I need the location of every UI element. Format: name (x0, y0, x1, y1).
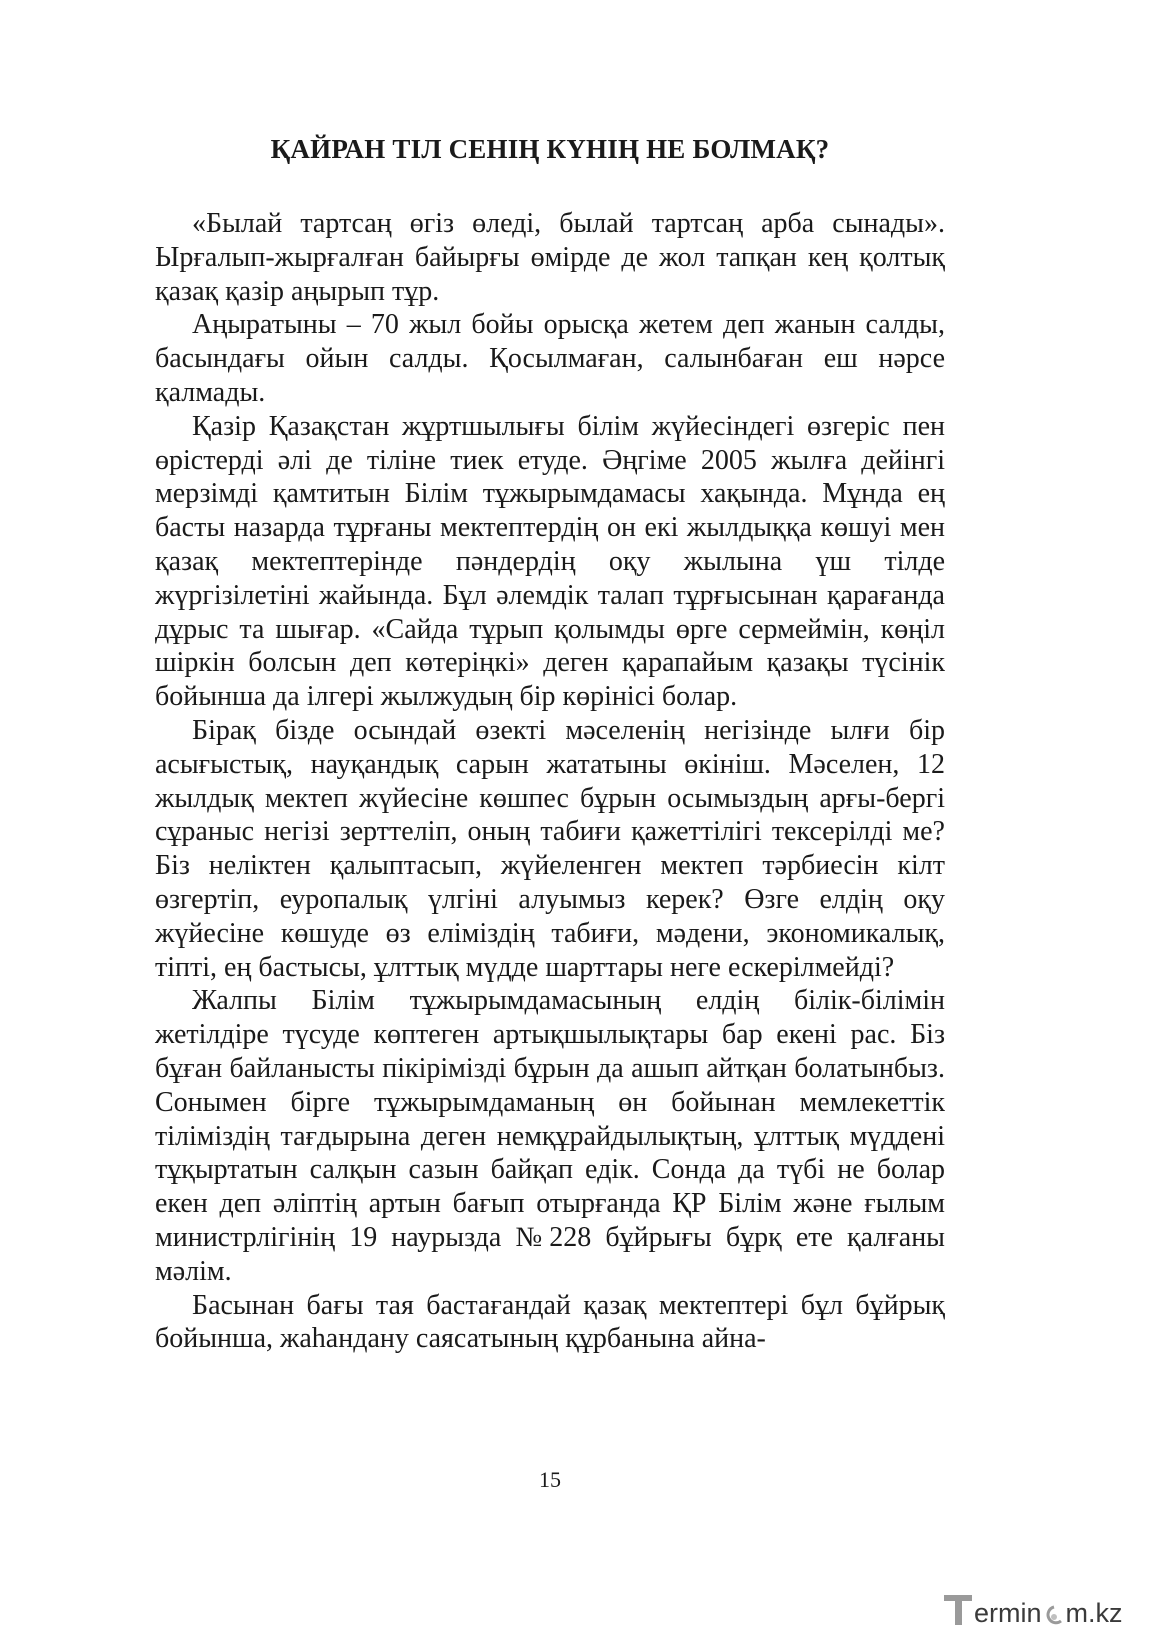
paragraph: «Былай тартсаң өгіз өледі, былай тартсаң арба сынады». Ырғалып-жырғалған байырғы өмірде де жол тапқан кең қолтық қазақ қазір аңырып тұр. (155, 208, 945, 307)
paragraph: Басынан бағы тая бастағандай қазақ мектептері бұл бұйрық бойынша, жаһандану саясатының құрбанына айна- (155, 1289, 945, 1355)
paragraph: Аңыратыны – 70 жыл бойы орысқа жетем деп жанын салды, басындағы ойын салды. Қосылмаған, салынбаған еш нәрсе қалмады. (155, 309, 945, 408)
terminco-o-icon (1042, 1599, 1066, 1629)
site-watermark (942, 1587, 1123, 1629)
article-body (155, 207, 945, 1356)
watermark-text-end: m.kz (1065, 1598, 1123, 1628)
page-title: ҚАЙРАН ТІЛ СЕНІҢ КҮНІҢ НЕ БОЛМАҚ? (270, 134, 830, 164)
watermark-text-start: ermin (974, 1598, 1042, 1628)
terminco-logo-icon (942, 1591, 974, 1629)
paragraph: Жалпы Білім тұжырымдамасының елдің білік-білімін жетілдіре түсуде көптеген артықшылықтары бар екені рас. Біз бұған байланысты пікірімізді бұрын да ашып айтқан болатынбыз. Сонымен бірге тұжырымдаманың өн бойынан мемлекеттік тіліміздің тағдырына деген немқұрайдылықтың, ұлттық мүддені тұқыртатын салқын сазын байқап едік. Сонда да түбі не болар екен деп әліптің артын бағып отырғанда ҚР Білім және ғылым министрлігінің 19 наурызда №228 бұйрығы бұрқ ете қалғаны мәлім. (155, 985, 945, 1287)
paragraph: Қазір Қазақстан жұртшылығы білім жүйесіндегі өзгеріс пен өрістерді әлі де тіліне тиек етуде. Әңгіме 2005 жылға дейінгі мерзімді қамтитын Білім тұжырымдамасы хақында. Мұнда ең басты назарда тұрғаны мектептердің он екі жылдыққа көшуі мен қазақ мектептерінде пәндердің оқу жылына үш тілде жүргізілетіні жайында. Бұл әлемдік талап тұрғысынан қарағанда дұрыс та шығар. «Сайда тұрып қолымды өрге сермеймін, көңіл шіркін болсын деп көтеріңкі» деген қарапайым қазақы түсінік бойынша да ілгері жылжудың бір көрінісі болар. (155, 410, 945, 713)
paragraph: Бірақ бізде осындай өзекті мәселенің негізінде ылғи бір асығыстық, науқандық сарын жататыны өкініш. Мәселен, 12 жылдық мектеп жүйесіне көшпес бұрын осымыздың арғы-бергі сұраныс негізі зерттеліп, оның табиғи қажеттілігі тексерілді ме? Біз неліктен қалыптасып, жүйеленген мектеп тәрбиесін кілт өзгертіп, еуропалық үлгіні алуымыз керек? Өзге елдің оқу жүйесіне көшуде өз еліміздің табиғи, мәдени, экономикалық, тіпті, ең бастысы, ұлттық мүдде шарттары неге ескерілмейді? (155, 714, 945, 983)
page-number: 15 (539, 1467, 561, 1492)
